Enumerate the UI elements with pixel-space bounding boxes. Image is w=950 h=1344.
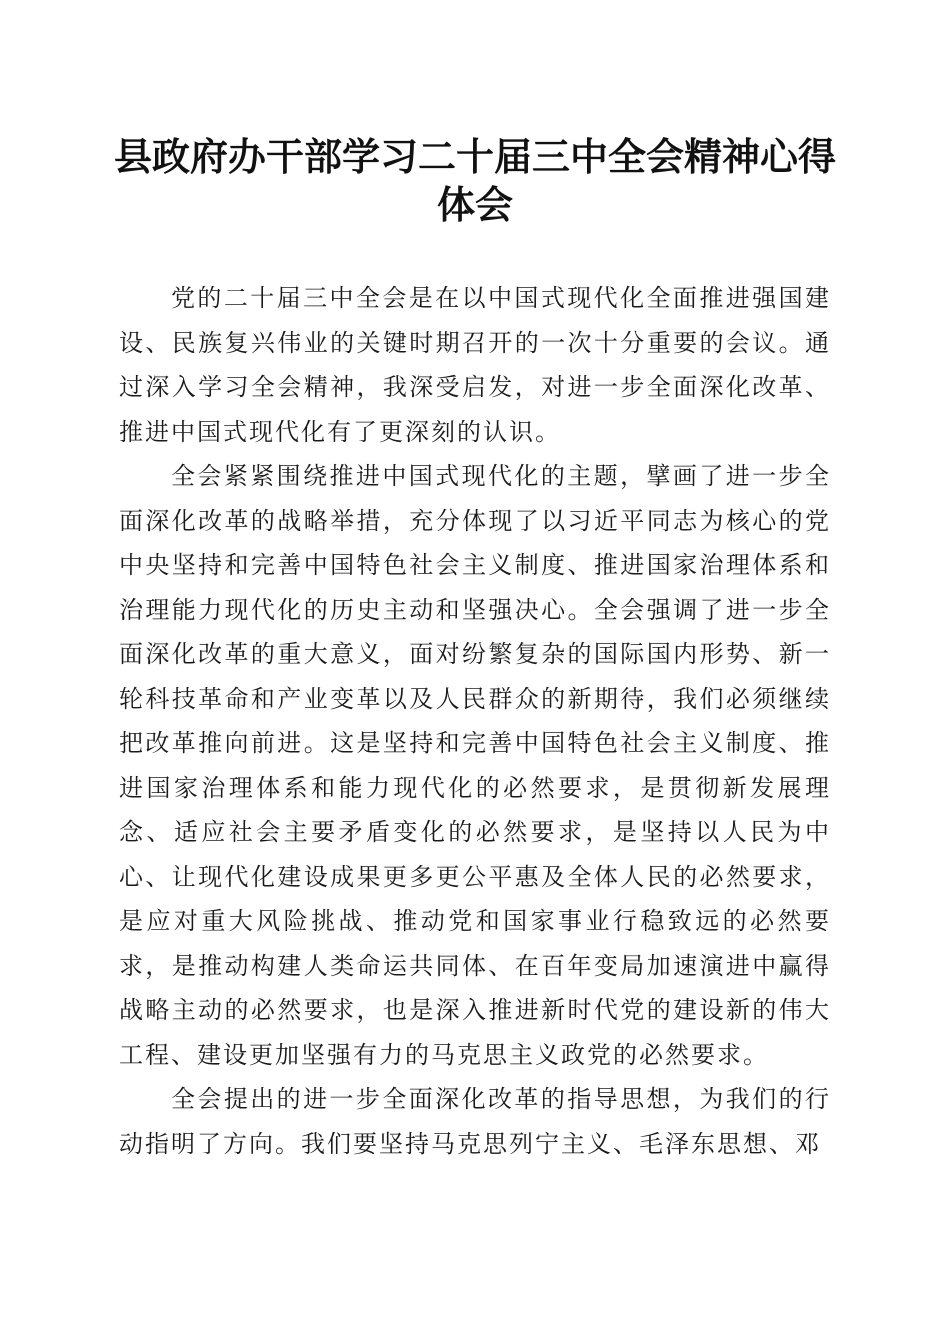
paragraph-3: 全会提出的进一步全面深化改革的指导思想，为我们的行动指明了方向。我们要坚持马克思列宁主义、毛泽东思想、邓	[119, 1085, 831, 1158]
document-title: 县政府办干部学习二十届三中全会精神心得体会	[113, 134, 836, 227]
paragraph-1: 党的二十届三中全会是在以中国式现代化全面推进强国建设、民族复兴伟业的关键时期召开的一次十分重要的会议。通过深入学习全会精神，我深受启发，对进一步全面深化改革、推进中国式现代化有了更深刻的认识。	[119, 284, 831, 446]
paragraph-2: 全会紧紧围绕推进中国式现代化的主题，擘画了进一步全面深化改革的战略举措，充分体现了以习近平同志为核心的党中央坚持和完善中国特色社会主义制度、推进国家治理体系和治理能力现代化的历史主动和坚强决心。全会强调了进一步全面深化改革的重大意义，面对纷繁复杂的国际国内形势、新一轮科技革命和产业变革以及人民群众的新期待，我们必须继续把改革推向前进。这是坚持和完善中国特色社会主义制度、推进国家治理体系和能力现代化的必然要求，是贯彻新发展理念、适应社会主要矛盾变化的必然要求，是坚持以人民为中心、让现代化建设成果更多更公平惠及全体人民的必然要求，是应对重大风险挑战、推动党和国家事业行稳致远的必然要求，是推动构建人类命运共同体、在百年变局加速演进中赢得战略主动的必然要求，也是深入推进新时代党的建设新的伟大工程、建设更加坚强有力的马克思主义政党的必然要求。	[119, 462, 831, 1069]
document-body	[119, 276, 831, 1166]
